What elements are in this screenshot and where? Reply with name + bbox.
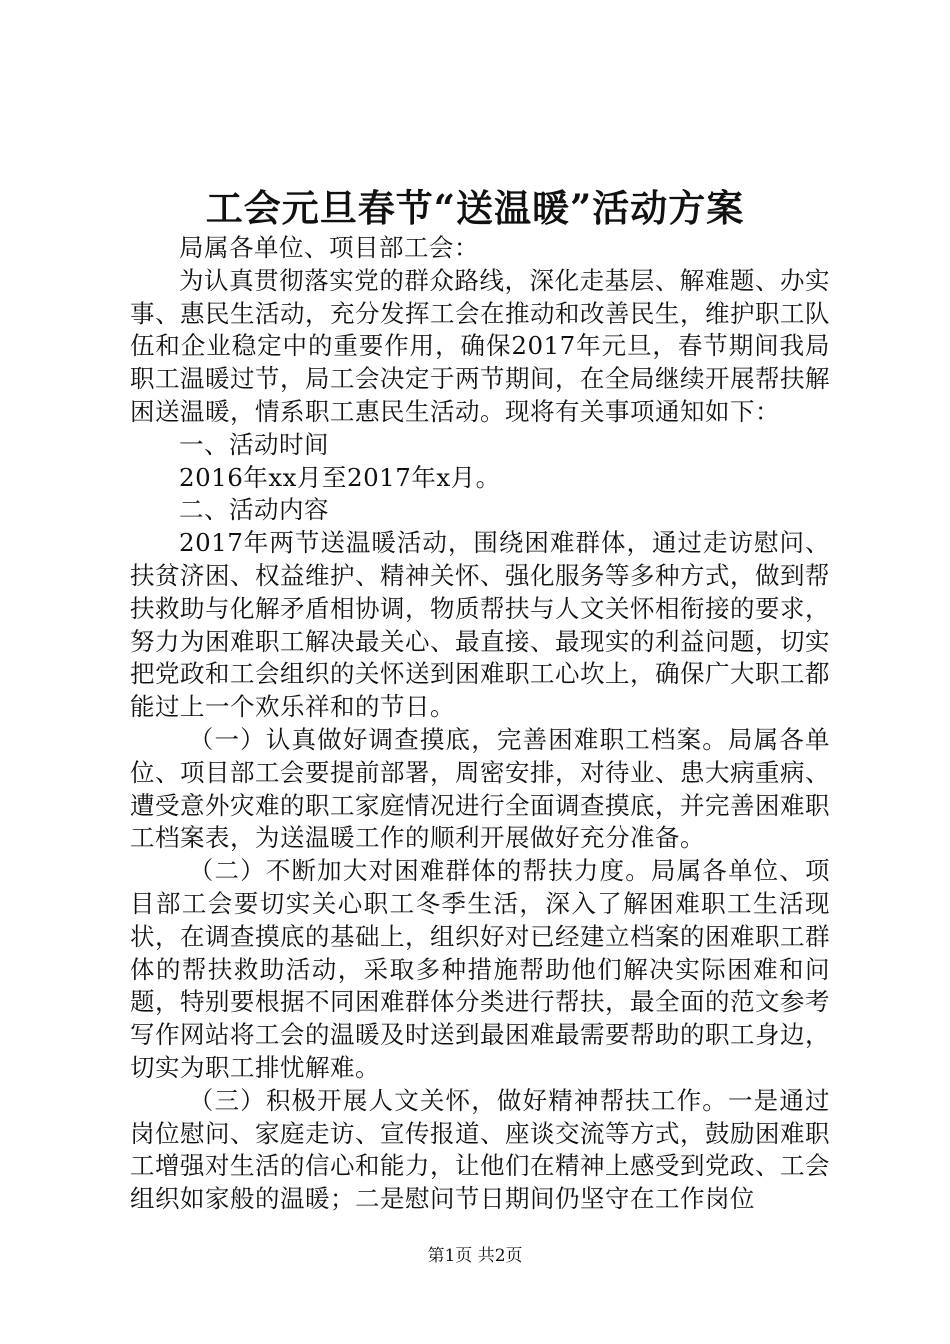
- page-footer: 第1页 共2页: [427, 1246, 523, 1266]
- intro-paragraph: 为认真贯彻落实党的群众路线，深化走基层、解难题、办实事、惠民生活动，充分发挥工会在推动和改善民生，维护职工队伍和企业稳定中的重要作用，确保2017年元旦，春节期间我局职工温暖过节，局工会决定于两节期间，在全局继续开展帮扶解困送温暖，情系职工惠民生活动。现将有关事项通知如下：: [130, 265, 830, 426]
- time-paragraph: 2016年xx月至2017年x月。: [179, 462, 501, 492]
- salutation-paragraph: 局属各单位、项目部工会：: [179, 233, 479, 262]
- document-title: 工会元旦春节“送温暖”活动方案: [205, 186, 745, 230]
- section-heading-time: 一、活动时间: [179, 429, 329, 459]
- item-three-paragraph: （三）积极开展人文关怀，做好精神帮扶工作。一是通过岗位慰问、家庭走访、宣传报道、座谈交流等方式，鼓励困难职工增强对生活的信心和能力，让他们在精神上感受到党政、工会组织如家般的温暖；二是慰问节日期间仍坚守在工作岗位: [130, 1085, 830, 1214]
- section-heading-content: 二、活动内容: [179, 495, 329, 525]
- content-paragraph: 2017年两节送温暖活动，围绕困难群体，通过走访慰问、扶贫济困、权益维护、精神关怀、强化服务等多种方式，做到帮扶救助与化解矛盾相协调，物质帮扶与人文关怀相衔接的要求，努力为困难职工解决最关心、最直接、最现实的利益问题，切实把党政和工会组织的关怀送到困难职工心坎上，确保广大职工都能过上一个欢乐祥和的节日。: [130, 528, 830, 722]
- item-one-paragraph: （一）认真做好调查摸底，完善困难职工档案。局属各单位、项目部工会要提前部署，周密安排，对待业、患大病重病、遭受意外灾难的职工家庭情况进行全面调查摸底，并完善困难职工档案表，为送温暖工作的顺利开展做好充分准备。: [130, 724, 830, 853]
- item-two-paragraph: （二）不断加大对困难群体的帮扶力度。局属各单位、项目部工会要切实关心职工冬季生活，深入了解困难职工生活现状，在调查摸底的基础上，组织好对已经建立档案的困难职工群体的帮扶救助活动，采取多种措施帮助他们解决实际困难和问题，特别要根据不同困难群体分类进行帮扶，最全面的范文参考写作网站将工会的温暖及时送到最困难最需要帮助的职工身边，切实为职工排忧解难。: [130, 856, 830, 1082]
- document-body: [130, 232, 830, 1216]
